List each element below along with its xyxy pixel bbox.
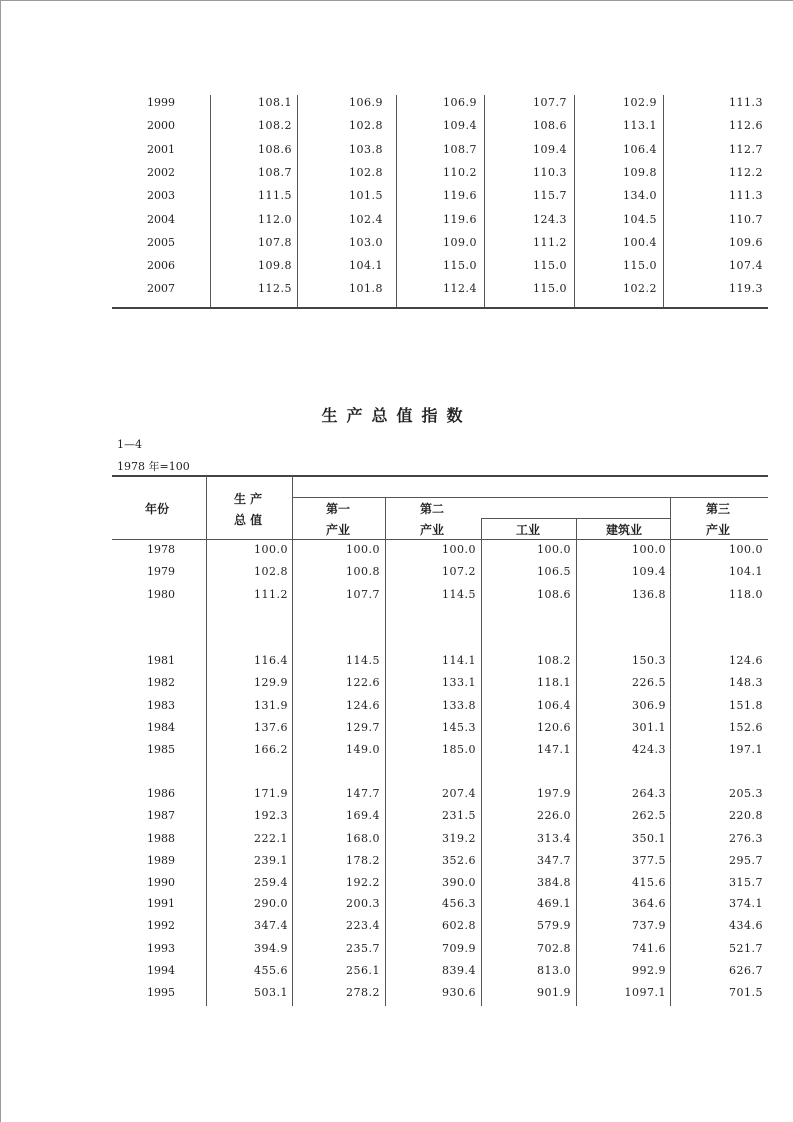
upper-value-cell: 112.6 <box>729 119 763 133</box>
column-divider <box>481 518 482 1006</box>
upper-value-cell: 102.8 <box>349 119 383 133</box>
header-construction: 建筑业 <box>606 523 643 537</box>
value-cell: 166.2 <box>254 743 288 757</box>
value-cell: 197.1 <box>729 743 763 757</box>
value-cell: 235.7 <box>346 941 380 955</box>
upper-value-cell: 101.8 <box>349 282 383 296</box>
value-cell: 347.7 <box>537 853 571 867</box>
upper-year-cell: 2003 <box>147 189 175 203</box>
value-cell: 104.1 <box>729 565 763 579</box>
value-cell: 992.9 <box>632 963 666 977</box>
year-cell: 1992 <box>147 919 175 933</box>
value-cell: 200.3 <box>346 897 380 910</box>
value-cell: 295.7 <box>729 853 763 867</box>
value-cell: 350.1 <box>632 831 666 845</box>
value-cell: 100.0 <box>537 543 571 556</box>
value-cell: 185.0 <box>442 743 476 757</box>
upper-value-cell: 108.2 <box>258 119 292 133</box>
value-cell: 374.1 <box>729 897 763 910</box>
upper-bottom-rule <box>112 307 768 309</box>
value-cell: 456.3 <box>442 897 476 910</box>
value-cell: 192.2 <box>346 876 380 890</box>
upper-value-cell: 108.1 <box>258 96 292 109</box>
upper-value-cell: 111.3 <box>729 189 763 203</box>
year-cell: 1994 <box>147 963 175 977</box>
value-cell: 100.0 <box>632 543 666 556</box>
value-cell: 262.5 <box>632 809 666 823</box>
value-cell: 192.3 <box>254 809 288 823</box>
year-cell: 1995 <box>147 986 175 1000</box>
upper-column-divider <box>210 95 211 308</box>
value-cell: 148.3 <box>729 676 763 690</box>
value-cell: 178.2 <box>346 853 380 867</box>
upper-value-cell: 106.9 <box>349 96 383 109</box>
value-cell: 424.3 <box>632 743 666 757</box>
upper-year-cell: 2006 <box>147 259 175 273</box>
upper-value-cell: 106.4 <box>623 142 657 156</box>
upper-value-cell: 112.5 <box>258 282 292 296</box>
value-cell: 133.1 <box>442 676 476 690</box>
upper-value-cell: 108.7 <box>443 142 477 156</box>
value-cell: 207.4 <box>442 787 476 800</box>
year-cell: 1985 <box>147 743 175 757</box>
value-cell: 579.9 <box>537 919 571 933</box>
value-cell: 152.6 <box>729 720 763 734</box>
upper-value-cell: 112.7 <box>729 142 763 156</box>
value-cell: 394.9 <box>254 941 288 955</box>
upper-value-cell: 119.3 <box>729 282 763 296</box>
upper-value-cell: 104.1 <box>349 259 383 273</box>
base-year-note: 1978 年=100 <box>117 460 190 473</box>
year-cell: 1991 <box>147 897 175 910</box>
value-cell: 111.2 <box>254 587 288 601</box>
upper-value-cell: 112.0 <box>258 212 292 226</box>
value-cell: 226.0 <box>537 809 571 823</box>
header-secondary-line1: 第二 <box>420 502 445 516</box>
year-cell: 1978 <box>147 543 175 556</box>
upper-value-cell: 109.0 <box>443 235 477 249</box>
value-cell: 151.8 <box>729 698 763 712</box>
value-cell: 118.1 <box>537 676 571 690</box>
value-cell: 102.8 <box>254 565 288 579</box>
value-cell: 347.4 <box>254 919 288 933</box>
year-cell: 1983 <box>147 698 175 712</box>
upper-value-cell: 107.7 <box>533 96 567 109</box>
column-divider <box>292 476 293 1006</box>
value-cell: 100.8 <box>346 565 380 579</box>
value-cell: 100.0 <box>254 543 288 556</box>
value-cell: 108.6 <box>537 587 571 601</box>
value-cell: 1097.1 <box>624 986 666 1000</box>
value-cell: 150.3 <box>632 654 666 667</box>
year-cell: 1982 <box>147 676 175 690</box>
upper-value-cell: 115.0 <box>533 282 567 296</box>
value-cell: 223.4 <box>346 919 380 933</box>
value-cell: 276.3 <box>729 831 763 845</box>
value-cell: 222.1 <box>254 831 288 845</box>
year-cell: 1990 <box>147 876 175 890</box>
value-cell: 434.6 <box>729 919 763 933</box>
upper-value-cell: 115.0 <box>443 259 477 273</box>
value-cell: 122.6 <box>346 676 380 690</box>
upper-value-cell: 109.4 <box>533 142 567 156</box>
upper-value-cell: 111.3 <box>729 96 763 109</box>
value-cell: 109.4 <box>632 565 666 579</box>
value-cell: 256.1 <box>346 963 380 977</box>
value-cell: 114.5 <box>346 654 380 667</box>
upper-value-cell: 109.6 <box>729 235 763 249</box>
value-cell: 415.6 <box>632 876 666 890</box>
value-cell: 315.7 <box>729 876 763 890</box>
value-cell: 114.1 <box>442 654 476 667</box>
value-cell: 930.6 <box>442 986 476 1000</box>
upper-value-cell: 107.4 <box>729 259 763 273</box>
value-cell: 145.3 <box>442 720 476 734</box>
page-border-top <box>0 0 793 1</box>
header-tertiary-line1: 第三 <box>706 502 731 516</box>
upper-value-cell: 110.7 <box>729 212 763 226</box>
upper-value-cell: 115.0 <box>623 259 657 273</box>
upper-value-cell: 104.5 <box>623 212 657 226</box>
upper-value-cell: 102.2 <box>623 282 657 296</box>
upper-column-divider <box>574 95 575 308</box>
upper-value-cell: 106.9 <box>443 96 477 109</box>
value-cell: 226.5 <box>632 676 666 690</box>
header-primary-line1: 第一 <box>326 502 351 516</box>
value-cell: 106.4 <box>537 698 571 712</box>
value-cell: 364.6 <box>632 897 666 910</box>
value-cell: 220.8 <box>729 809 763 823</box>
upper-value-cell: 102.4 <box>349 212 383 226</box>
upper-column-divider <box>484 95 485 308</box>
upper-value-cell: 108.6 <box>258 142 292 156</box>
column-divider <box>206 476 207 1006</box>
upper-value-cell: 103.0 <box>349 235 383 249</box>
value-cell: 709.9 <box>442 941 476 955</box>
page-border-left <box>0 0 1 1122</box>
year-cell: 1989 <box>147 853 175 867</box>
upper-value-cell: 100.4 <box>623 235 657 249</box>
value-cell: 741.6 <box>632 941 666 955</box>
upper-value-cell: 111.2 <box>533 235 567 249</box>
value-cell: 124.6 <box>346 698 380 712</box>
column-divider <box>385 497 386 1006</box>
year-cell: 1987 <box>147 809 175 823</box>
header-primary-line2: 产业 <box>326 523 351 537</box>
column-divider <box>576 518 577 1006</box>
value-cell: 147.1 <box>537 743 571 757</box>
year-cell: 1986 <box>147 787 175 800</box>
value-cell: 521.7 <box>729 941 763 955</box>
value-cell: 737.9 <box>632 919 666 933</box>
value-cell: 168.0 <box>346 831 380 845</box>
upper-value-cell: 102.8 <box>349 165 383 179</box>
upper-value-cell: 112.4 <box>443 282 477 296</box>
value-cell: 469.1 <box>537 897 571 910</box>
value-cell: 290.0 <box>254 897 288 910</box>
header-year: 年份 <box>145 502 170 516</box>
table-number: 1—4 <box>117 438 142 451</box>
upper-value-cell: 113.1 <box>623 119 657 133</box>
upper-value-cell: 115.7 <box>533 189 567 203</box>
upper-value-cell: 109.4 <box>443 119 477 133</box>
upper-value-cell: 103.8 <box>349 142 383 156</box>
value-cell: 108.2 <box>537 654 571 667</box>
upper-column-divider <box>663 95 664 308</box>
header-subgroup-rule <box>292 497 768 498</box>
value-cell: 133.8 <box>442 698 476 712</box>
upper-value-cell: 102.9 <box>623 96 657 109</box>
value-cell: 352.6 <box>442 853 476 867</box>
year-cell: 1980 <box>147 587 175 601</box>
upper-year-cell: 1999 <box>147 96 175 109</box>
header-tertiary-line2: 产业 <box>706 523 731 537</box>
upper-year-cell: 2005 <box>147 235 175 249</box>
upper-value-cell: 119.6 <box>443 189 477 203</box>
upper-column-divider <box>396 95 397 308</box>
value-cell: 171.9 <box>254 787 288 800</box>
value-cell: 259.4 <box>254 876 288 890</box>
value-cell: 124.6 <box>729 654 763 667</box>
upper-value-cell: 108.7 <box>258 165 292 179</box>
upper-value-cell: 115.0 <box>533 259 567 273</box>
value-cell: 149.0 <box>346 743 380 757</box>
value-cell: 100.0 <box>346 543 380 556</box>
value-cell: 114.5 <box>442 587 476 601</box>
upper-column-divider <box>297 95 298 308</box>
value-cell: 129.9 <box>254 676 288 690</box>
value-cell: 107.2 <box>442 565 476 579</box>
value-cell: 100.0 <box>442 543 476 556</box>
value-cell: 278.2 <box>346 986 380 1000</box>
value-cell: 839.4 <box>442 963 476 977</box>
table-top-rule <box>112 475 768 477</box>
upper-value-cell: 110.2 <box>443 165 477 179</box>
upper-year-cell: 2007 <box>147 282 175 296</box>
year-cell: 1988 <box>147 831 175 845</box>
value-cell: 147.7 <box>346 787 380 800</box>
value-cell: 313.4 <box>537 831 571 845</box>
value-cell: 602.8 <box>442 919 476 933</box>
value-cell: 231.5 <box>442 809 476 823</box>
year-cell: 1979 <box>147 565 175 579</box>
header-industry: 工业 <box>516 523 541 537</box>
value-cell: 455.6 <box>254 963 288 977</box>
value-cell: 106.5 <box>537 565 571 579</box>
upper-value-cell: 119.6 <box>443 212 477 226</box>
value-cell: 120.6 <box>537 720 571 734</box>
value-cell: 100.0 <box>729 543 763 556</box>
year-cell: 1984 <box>147 720 175 734</box>
upper-year-cell: 2004 <box>147 212 175 226</box>
value-cell: 901.9 <box>537 986 571 1000</box>
value-cell: 626.7 <box>729 963 763 977</box>
value-cell: 384.8 <box>537 876 571 890</box>
value-cell: 319.2 <box>442 831 476 845</box>
upper-value-cell: 134.0 <box>623 189 657 203</box>
upper-year-cell: 2001 <box>147 142 175 156</box>
value-cell: 702.8 <box>537 941 571 955</box>
upper-value-cell: 112.2 <box>729 165 763 179</box>
upper-value-cell: 107.8 <box>258 235 292 249</box>
header-gdp-line2: 总 值 <box>234 513 263 527</box>
value-cell: 264.3 <box>632 787 666 800</box>
header-gdp-line1: 生 产 <box>234 492 263 506</box>
value-cell: 107.7 <box>346 587 380 601</box>
upper-value-cell: 101.5 <box>349 189 383 203</box>
upper-value-cell: 111.5 <box>258 189 292 203</box>
value-cell: 503.1 <box>254 986 288 1000</box>
upper-value-cell: 109.8 <box>623 165 657 179</box>
value-cell: 390.0 <box>442 876 476 890</box>
value-cell: 377.5 <box>632 853 666 867</box>
table-title: 生产总值指数 <box>321 406 472 425</box>
upper-value-cell: 108.6 <box>533 119 567 133</box>
header-secondary-line2: 产业 <box>420 523 445 537</box>
value-cell: 116.4 <box>254 654 288 667</box>
value-cell: 118.0 <box>729 587 763 601</box>
value-cell: 169.4 <box>346 809 380 823</box>
value-cell: 137.6 <box>254 720 288 734</box>
upper-year-cell: 2002 <box>147 165 175 179</box>
value-cell: 701.5 <box>729 986 763 1000</box>
value-cell: 129.7 <box>346 720 380 734</box>
upper-value-cell: 124.3 <box>533 212 567 226</box>
column-divider <box>670 497 671 1006</box>
value-cell: 301.1 <box>632 720 666 734</box>
value-cell: 239.1 <box>254 853 288 867</box>
value-cell: 131.9 <box>254 698 288 712</box>
value-cell: 197.9 <box>537 787 571 800</box>
value-cell: 136.8 <box>632 587 666 601</box>
year-cell: 1981 <box>147 654 175 667</box>
value-cell: 306.9 <box>632 698 666 712</box>
upper-value-cell: 110.3 <box>533 165 567 179</box>
upper-value-cell: 109.8 <box>258 259 292 273</box>
year-cell: 1993 <box>147 941 175 955</box>
upper-year-cell: 2000 <box>147 119 175 133</box>
value-cell: 813.0 <box>537 963 571 977</box>
value-cell: 205.3 <box>729 787 763 800</box>
